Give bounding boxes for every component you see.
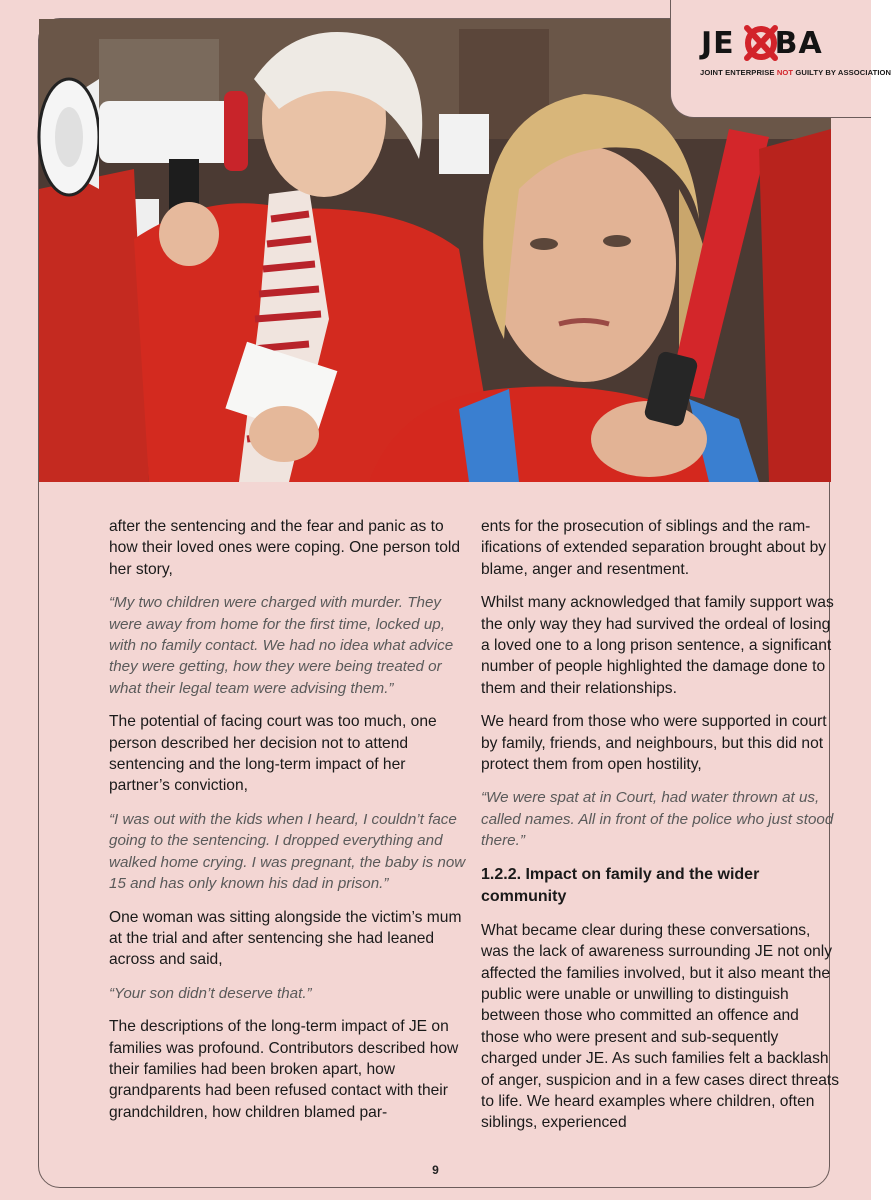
paragraph: The potential of facing court was too much, one person described her decision not to attend sentencing and the long-term impact of her partner’s conviction, <box>109 713 437 795</box>
paragraph: Whilst many acknowledged that family support was the only way they had survived the ordeal of losing a loved one to a long prison sentence, a significant number of people highlighted the damage done to them and their relationships. <box>481 594 834 697</box>
crossed-link-logo-icon <box>741 22 781 64</box>
section-heading: 1.2.2. Impact on family and the wider community <box>481 865 760 905</box>
logo-wordmark-left: JE <box>701 26 735 61</box>
page-number: 9 <box>432 1163 439 1177</box>
quote: “My two children were charged with murder. They were away from home for the first time, locked up, with no family contact. We had no idea what advice they were getting, how they were being treated or what their legal team were advising them.” <box>109 594 454 697</box>
paragraph: One woman was sitting alongside the victim’s mum at the trial and after sentencing she had leaned across and said, <box>109 908 462 969</box>
quote: “We were spat at in Court, had water thrown at us, called names. All in front of the police who just stood there.” <box>481 789 834 850</box>
logo-tagline: JOINT ENTERPRISE NOT GUILTY BY ASSOCIATION <box>700 68 891 77</box>
paragraph: What became clear during these conversations, was the lack of awareness surrounding JE not only affected the families involved, but it also meant the public were unable or unwilling to distinguish between those who committed an offence and those who were present and sub-sequently charged under JE. As such families felt a backlash of anger, suspicion and in a few cases direct threats to life. We heard examples where children, often siblings, experienced <box>481 921 839 1132</box>
quote: “I was out with the kids when I heard, I couldn’t face going to the sentencing. I dropped everything and walked home crying. I was pregnant, the baby is now 15 and has only known his dad in prison.” <box>109 810 466 893</box>
logo-wordmark-right: BA <box>774 26 823 61</box>
logo-tab <box>670 0 891 118</box>
paragraph: We heard from those who were supported in court by family, friends, and neighbours, but this did not protect them from open hostility, <box>481 713 827 774</box>
page-frame <box>38 18 839 1188</box>
paragraph: ents for the prosecution of siblings and the ram-ifications of extended separation brought about by blame, anger and resentment. <box>481 518 827 578</box>
right-column <box>481 516 839 1146</box>
paragraph: The descriptions of the long-term impact of JE on families was profound. Contributors described how their families had been broken apart, how grandparents had been refused contact with their grandchildren, how children blamed par- <box>109 1018 459 1121</box>
paragraph: after the sentencing and the fear and panic as to how their loved ones were coping. One person told her story, <box>109 518 461 578</box>
left-column <box>109 516 466 1135</box>
quote: “Your son didn’t deserve that.” <box>109 984 312 1002</box>
